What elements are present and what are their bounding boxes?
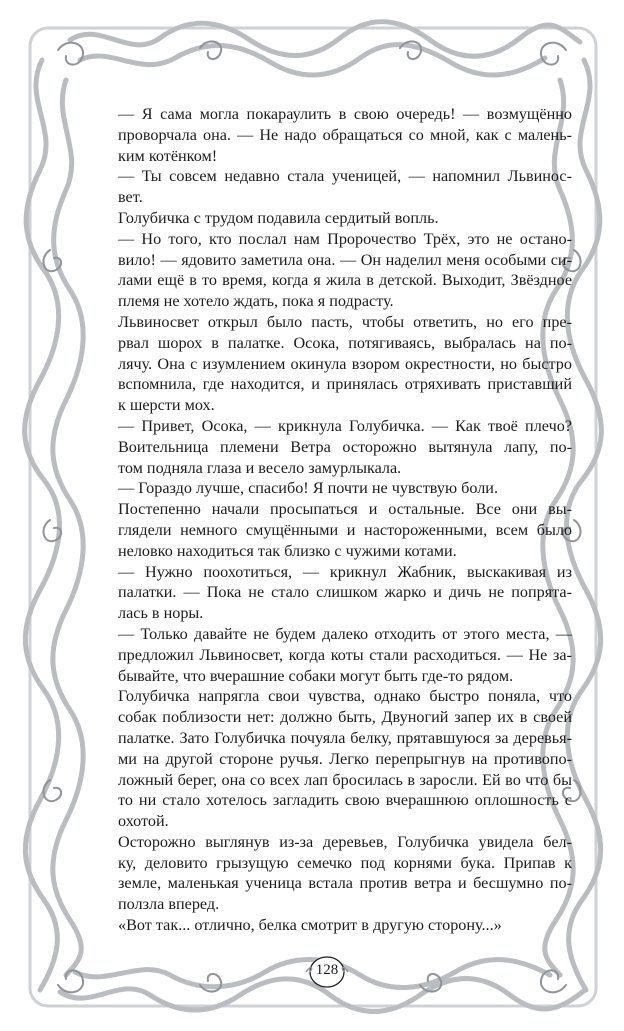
text-line: неловко находиться так близко с чужими котами. xyxy=(118,541,457,560)
text-line: Голубичка напрягла свои чувства, однако быстро поняла, что xyxy=(118,687,572,706)
text-line: ползла вперед. xyxy=(118,895,220,914)
text-line: ким котёнком! xyxy=(118,146,218,165)
text-line: ми на другой стороне ручья. Легко перепрыгнув на противопо- xyxy=(118,749,572,768)
text-line: том подняла глаза и весело замурлыкала. xyxy=(118,458,402,477)
text-line: лась в норы. xyxy=(118,604,204,623)
body-text xyxy=(118,104,572,936)
text-line: рвал шорох в палатке. Осока, потягиваясь, выбралась на по- xyxy=(118,333,572,352)
text-line: то ни стало хотелось загладить свою вчерашнюю оплошность с xyxy=(118,791,572,810)
text-line: — Я сама могла покараулить в свою очередь! — возмущённо xyxy=(118,105,572,123)
text-line: Львиносвет открыл было пасть, чтобы ответить, но его пре- xyxy=(118,312,572,331)
text-line: палатке. Зато Голубичка почуяла белку, прятавшуюся за деревья- xyxy=(118,728,572,747)
text-line: — Гораздо лучше, спасибо! Я почти не чувствую боли. xyxy=(118,479,498,498)
text-line: — Привет, Осока, — крикнула Голубичка. — Как твоё плечо? xyxy=(118,416,572,435)
text-line: лячу. Она с изумлением окинула взором окрестности, но быстро xyxy=(118,354,572,373)
text-line: к шерсти мох. xyxy=(118,396,215,415)
text-line: племя не хотело ждать, пока я подрасту. xyxy=(118,292,394,311)
text-line: проворчала она. — Не надо обращаться со мной, как с малень- xyxy=(118,125,572,144)
text-line: — Нужно поохотиться, — крикнул Жабник, выскакивая из xyxy=(118,562,572,581)
text-line: Осторожно выглянув из-за деревьев, Голубичка увидела бел- xyxy=(118,832,572,851)
text-line: «Вот так... отлично, белка смотрит в другую сторону...» xyxy=(118,916,502,935)
text-line: глядели немного смущёнными и настороженными, всем было xyxy=(118,520,572,539)
text-line: лами ещё в то время, когда я жила в детской. Выходит, Звёздное xyxy=(118,271,572,290)
text-line: земле, маленькая ученица встала против ветра и бесшумно по- xyxy=(118,874,572,893)
text-line: палатки. — Пока не стало слишком жарко и дичь не попрята- xyxy=(118,583,572,602)
text-line: — Ты совсем недавно стала ученицей, — напомнил Львинос- xyxy=(118,167,572,186)
text-line: ку, деловито грызущую семечко под корнями бука. Припав к xyxy=(118,853,572,872)
text-line: — Только давайте не будем далеко отходить от этого места, — xyxy=(118,624,572,643)
text-line: вило! — ядовито заметила она. — Он наделил меня особыми си- xyxy=(118,250,572,269)
text-line: Постепенно начали просыпаться и остальные. Все они вы- xyxy=(118,500,572,519)
text-line: собак поблизости нет: должно быть, Двуногий запер их в своей xyxy=(118,708,572,727)
text-line: предложил Львиносвет, когда коты стали расходиться. — Не за- xyxy=(118,645,572,664)
page-number-badge xyxy=(302,950,352,994)
text-line: Воительница племени Ветра осторожно вытянула лапу, по- xyxy=(118,437,572,456)
text-line: ложный берег, она со всех лап бросилась в заросли. Ей во что бы xyxy=(118,770,572,789)
text-line: Голубичка с трудом подавила сердитый вопль. xyxy=(118,208,439,227)
page-number: 128 xyxy=(315,962,339,978)
text-line: вет. xyxy=(118,188,143,207)
text-line: — Но того, кто послал нам Пророчество Трёх, это не остано- xyxy=(118,229,572,248)
text-line: бывайте, что вчерашние собаки могут быть где-то рядом. xyxy=(118,666,514,685)
text-line: вспомнила, где находится, и принялась отряхивать приставший xyxy=(118,375,572,394)
text-line: охотой. xyxy=(118,812,169,831)
